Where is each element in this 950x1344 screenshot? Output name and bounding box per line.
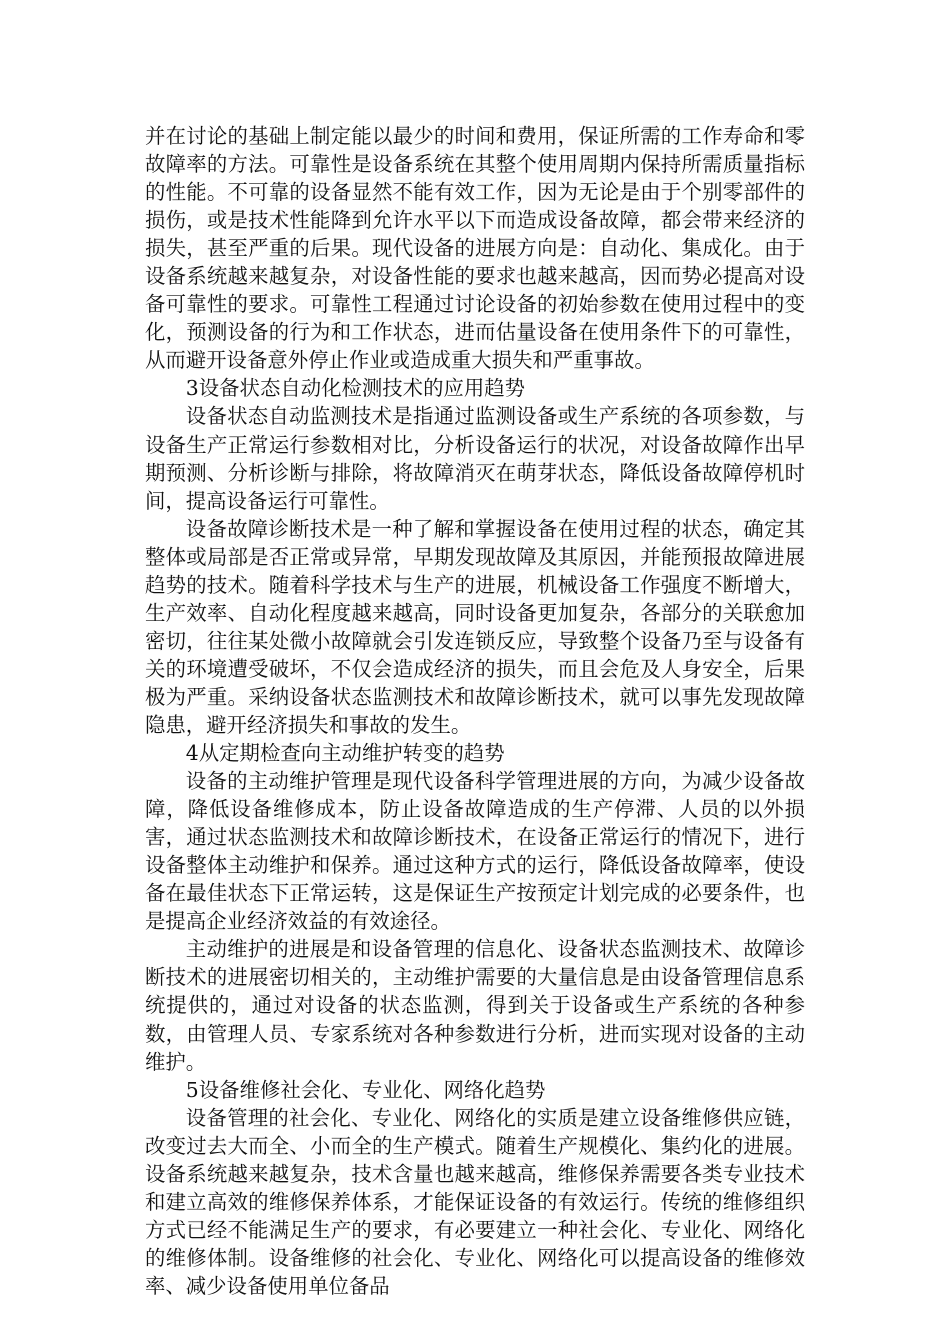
section-heading-3: 3设备状态自动化检测技术的应用趋势: [185, 376, 526, 401]
paragraph-auto-monitoring: 设备状态自动监测技术是指通过监测设备或生产系统的各项参数，与设备生产正常运行参数相对比，分析设备运行的状况，对设备故障作出早期预测、分析诊断与排除，将故障消灭在萌芽状态，降低设备故障停机时间，提高设备运行可靠性。: [145, 404, 805, 513]
paragraph-reliability: 并在讨论的基础上制定能以最少的时间和费用，保证所需的工作寿命和零故障率的方法。可靠性是设备系统在其整个使用周期内保持所需质量指标的性能。不可靠的设备显然不能有效工作，因为无论是由于个别零部件的损伤，或是技术性能降到允许水平以下而造成设备故障，都会带来经济的损失，甚至严重的后果。现代设备的进展方向是：自动化、集成化。由于设备系统越来越复杂，对设备性能的要求也越来越高，因而势必提高对设备可靠性的要求。可靠性工程通过讨论设备的初始参数在使用过程中的变化，预测设备的行为和工作状态，进而估量设备在使用条件下的可靠性，从而避开设备意外停止作业或造成重大损失和严重事故。: [145, 124, 805, 373]
paragraph-fault-diagnosis: 设备故障诊断技术是一种了解和掌握设备在使用过程的状态，确定其整体或局部是否正常或异常，早期发现故障及其原因，并能预报故障进展趋势的技术。随着科学技术与生产的进展，机械设备工作强度不断增大，生产效率、自动化程度越来越高，同时设备更加复杂，各部分的关联愈加密切，往往某处微小故障就会引发连锁反应，导致整个设备乃至与设备有关的环境遭受破坏，不仅会造成经济的损失，而且会危及人身安全，后果极为严重。采纳设备状态监测技术和故障诊断技术，就可以事先发现故障隐患，避开经济损失和事故的发生。: [145, 516, 805, 737]
section-heading-4: 4从定期检查向主动维护转变的趋势: [185, 741, 505, 766]
paragraph-socialization: 设备管理的社会化、专业化、网络化的实质是建立设备维修供应链，改变过去大而全、小而全的生产模式。随着生产规模化、集约化的进展。设备系统越来越复杂，技术含量也越来越高，维修保养需要各类专业技术和建立高效的维修保养体系，才能保证设备的有效运行。传统的维修组织方式已经不能满足生产的要求，有必要建立一种社会化、专业化、网络化的维修体制。设备维修的社会化、专业化、网络化可以提高设备的维修效率、减少设备使用单位备品: [145, 1105, 805, 1298]
section-heading-5: 5设备维修社会化、专业化、网络化趋势: [185, 1077, 546, 1102]
paragraph-active-maintenance-progress: 主动维护的进展是和设备管理的信息化、设备状态监测技术、故障诊断技术的进展密切相关的，主动维护需要的大量信息是由设备管理信息系统提供的，通过对设备的状态监测，得到关于设备或生产系统的各种参数，由管理人员、专家系统对各种参数进行分析，进而实现对设备的主动维护。: [145, 937, 805, 1074]
document-page: [145, 122, 805, 1300]
paragraph-active-maintenance: 设备的主动维护管理是现代设备科学管理进展的方向，为减少设备故障，降低设备维修成本，防止设备故障造成的生产停滞、人员的以外损害，通过状态监测技术和故障诊断技术，在设备正常运行的情况下，进行设备整体主动维护和保养。通过这种方式的运行，降低设备故障率，使设备在最佳状态下正常运转，这是保证生产按预定计划完成的必要条件，也是提高企业经济效益的有效途径。: [145, 769, 805, 934]
